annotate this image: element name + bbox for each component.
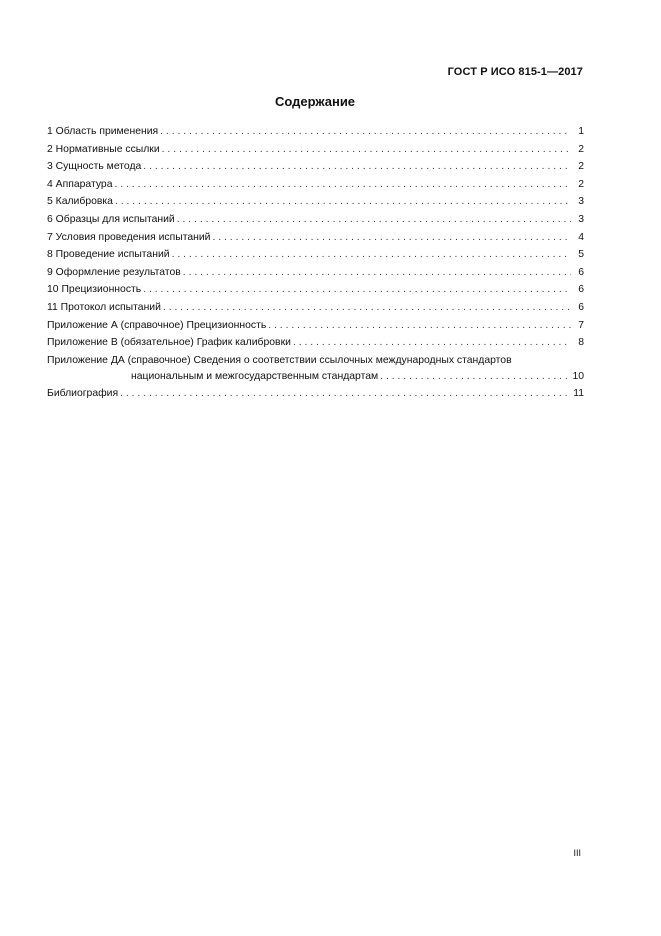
toc-entry-page: 6 xyxy=(578,284,584,296)
toc-entry-label: 7 Условия проведения испытаний xyxy=(47,231,211,243)
toc-dot-leader xyxy=(177,214,571,225)
toc-entry-label: 8 Проведение испытаний xyxy=(47,249,170,261)
toc-entry-label: Приложение В (обязательное) График калибровки xyxy=(47,337,291,349)
toc-entry-label: Приложение ДА (справочное) Сведения о соответствии ссылочных международных стандартов xyxy=(47,354,512,366)
toc-entry-test-pieces[interactable] xyxy=(47,214,584,232)
toc-entry-bibliography[interactable] xyxy=(47,388,584,406)
toc-entry-procedure[interactable] xyxy=(47,249,584,267)
toc-entry-apparatus[interactable] xyxy=(47,179,584,197)
toc-entry-label: Приложение А (справочное) Прецизионность xyxy=(47,319,267,331)
toc-dot-leader xyxy=(212,232,571,243)
toc-dot-leader xyxy=(172,249,571,260)
toc-entry-calibration[interactable] xyxy=(47,196,584,214)
toc-entry-page: 11 xyxy=(573,388,584,400)
toc-dot-leader xyxy=(160,126,571,137)
document-code: ГОСТ Р ИСО 815-1—2017 xyxy=(447,66,583,78)
toc-entry-test-conditions[interactable] xyxy=(47,232,584,250)
toc-entry-page: 7 xyxy=(578,319,584,331)
toc-dot-leader xyxy=(143,284,571,295)
toc-entry-page: 2 xyxy=(578,143,584,155)
toc-dot-leader xyxy=(293,337,571,348)
toc-entry-label-continued: национальным и межгосударственным стандартам xyxy=(131,370,379,382)
toc-entry-page: 3 xyxy=(578,213,584,225)
toc-entry-page: 4 xyxy=(578,231,584,243)
toc-entry-page: 10 xyxy=(572,370,584,382)
toc-entry-scope[interactable] xyxy=(47,126,584,144)
toc-dot-leader xyxy=(380,371,569,382)
toc-entry-label: 11 Протокол испытаний xyxy=(47,301,161,313)
toc-entry-expression-of-results[interactable] xyxy=(47,267,584,285)
toc-entry-page: 3 xyxy=(578,196,584,208)
toc-dot-leader xyxy=(268,320,571,331)
toc-dot-leader xyxy=(115,196,571,207)
toc-dot-leader xyxy=(143,161,571,172)
toc-dot-leader xyxy=(120,388,570,399)
toc-entry-label: 4 Аппаратура xyxy=(47,178,113,190)
toc-entry-label: 9 Оформление результатов xyxy=(47,266,181,278)
toc-entry-precision[interactable] xyxy=(47,284,584,302)
toc-entry-annex-da[interactable] xyxy=(47,355,584,371)
table-of-contents xyxy=(47,126,584,406)
toc-entry-page: 1 xyxy=(578,126,584,137)
toc-entry-label: Библиография xyxy=(47,388,119,400)
toc-title: Содержание xyxy=(274,94,356,109)
toc-entry-page: 6 xyxy=(578,266,584,278)
toc-entry-label: 1 Область применения xyxy=(47,126,159,137)
toc-entry-page: 2 xyxy=(578,178,584,190)
toc-entry-page: 8 xyxy=(578,337,584,349)
toc-dot-leader xyxy=(183,267,571,278)
page-number: III xyxy=(573,848,581,858)
toc-entry-label: 5 Калибровка xyxy=(47,196,113,208)
toc-entry-label: 6 Образцы для испытаний xyxy=(47,213,175,225)
toc-entry-annex-a[interactable] xyxy=(47,320,584,338)
toc-entry-annex-da-continued[interactable] xyxy=(47,371,584,389)
toc-entry-test-report[interactable] xyxy=(47,302,584,320)
toc-entry-page: 5 xyxy=(578,249,584,261)
toc-entry-label: 10 Прецизионность xyxy=(47,284,142,296)
toc-dot-leader xyxy=(163,302,571,313)
toc-dot-leader xyxy=(162,144,571,155)
toc-dot-leader xyxy=(114,179,571,190)
toc-entry-normative-references[interactable] xyxy=(47,144,584,162)
toc-entry-label: 3 Сущность метода xyxy=(47,161,142,173)
toc-entry-page: 6 xyxy=(578,301,584,313)
toc-entry-principle[interactable] xyxy=(47,161,584,179)
toc-entry-label: 2 Нормативные ссылки xyxy=(47,143,160,155)
toc-entry-annex-b[interactable] xyxy=(47,337,584,355)
toc-entry-page: 2 xyxy=(578,161,584,173)
